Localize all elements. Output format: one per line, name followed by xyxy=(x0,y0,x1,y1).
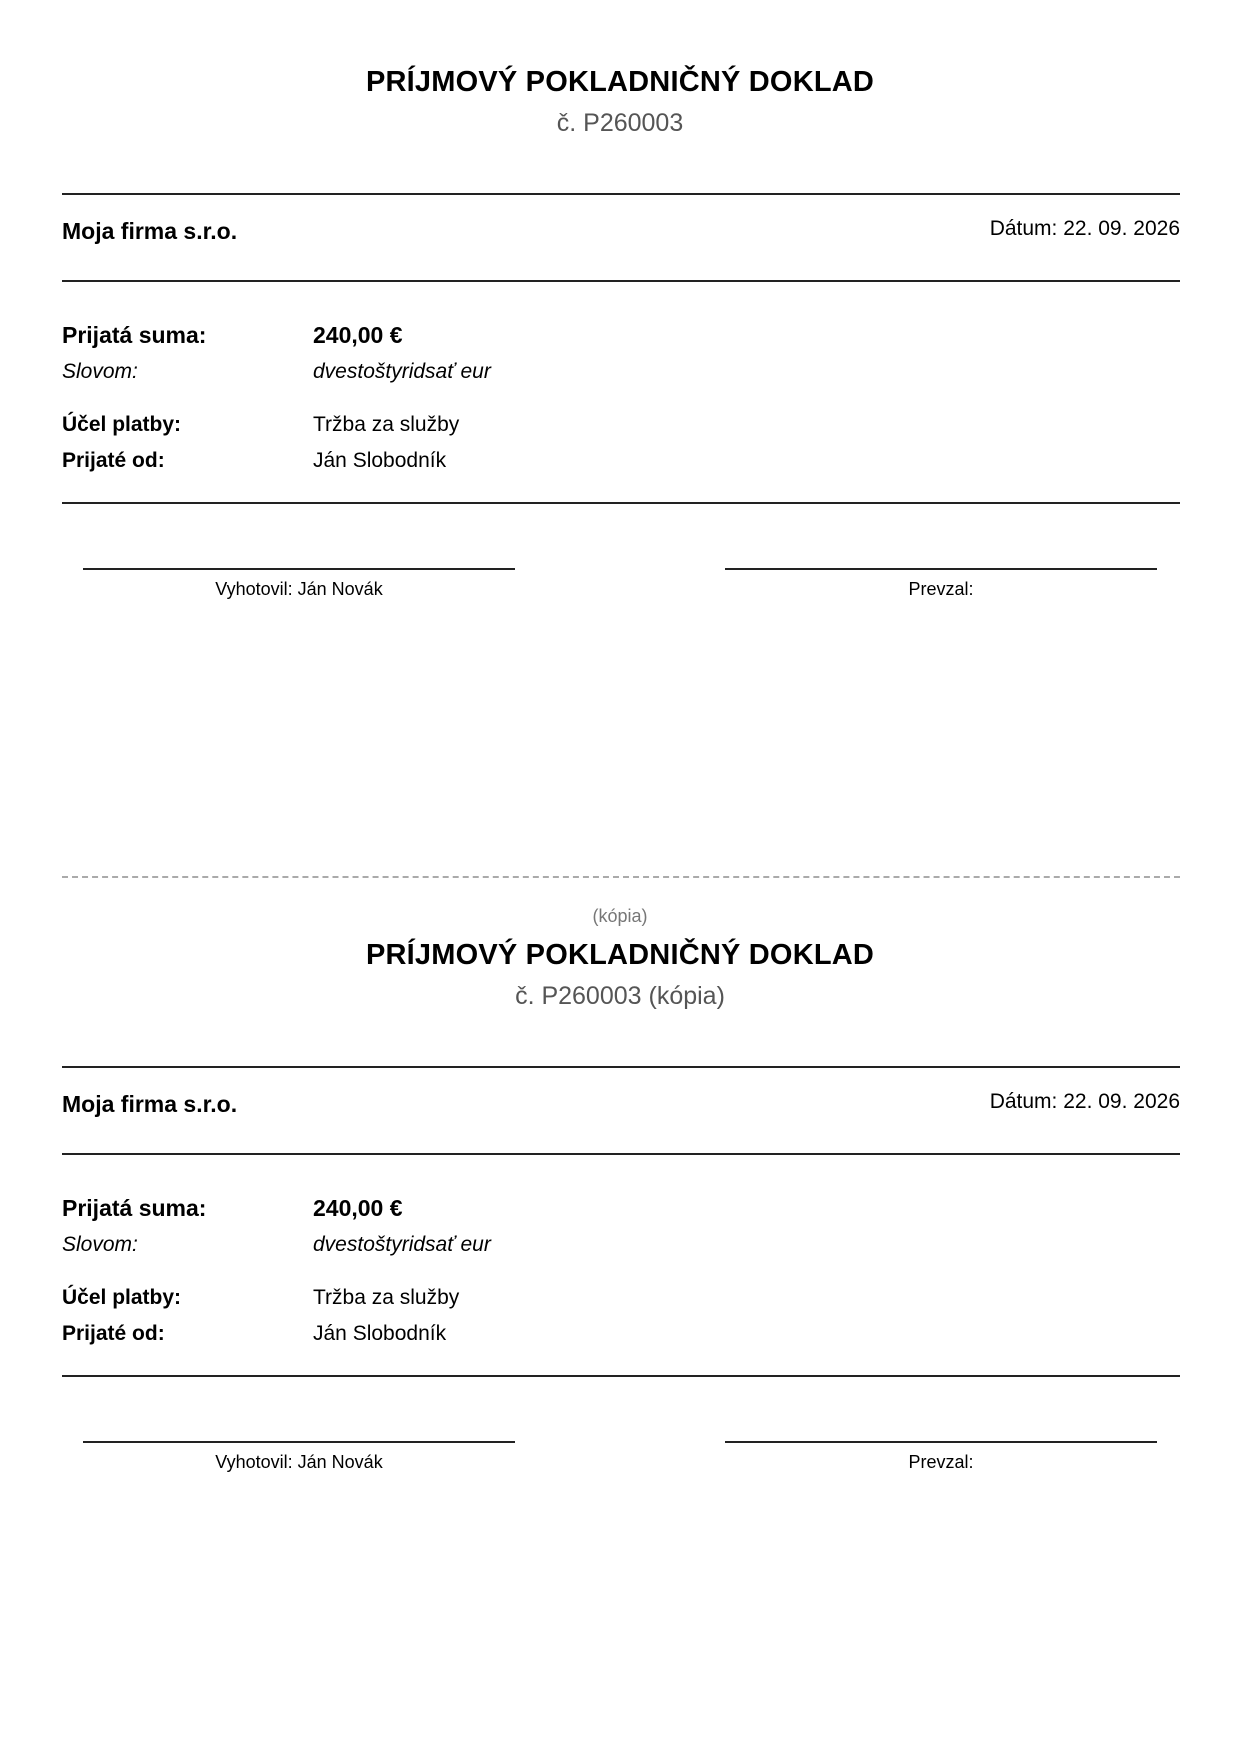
prepared-by-label: Vyhotovil: Ján Novák xyxy=(215,579,383,599)
purpose-value: Tržba za služby xyxy=(313,1286,460,1309)
words-value: dvestoštyridsať eur xyxy=(313,360,491,383)
received-by-signature-line xyxy=(725,568,1157,570)
words-label: Slovom: xyxy=(62,360,138,383)
received-from-label: Prijaté od: xyxy=(62,449,165,472)
purpose-label: Účel platby: xyxy=(62,1286,182,1309)
words-label: Slovom: xyxy=(62,1233,138,1256)
received-from-value: Ján Slobodník xyxy=(313,1322,447,1345)
header-bottom-rule xyxy=(62,280,1180,282)
received-by-signature-line xyxy=(725,1441,1157,1443)
amount-value: 240,00 € xyxy=(313,1195,403,1221)
receipt-number: č. P260003 (kópia) xyxy=(515,982,725,1010)
prepared-by-signature-line xyxy=(83,568,515,570)
receipt-number: č. P260003 xyxy=(556,109,684,137)
received-by-label: Prevzal: xyxy=(908,1452,974,1472)
company-name: Moja firma s.r.o. xyxy=(62,218,238,244)
purpose-value: Tržba za služby xyxy=(313,413,460,436)
copy-label: (kópia) xyxy=(592,906,648,926)
receipt-date: Dátum: 22. 09. 2026 xyxy=(989,1090,1180,1113)
cut-line xyxy=(62,876,1180,878)
receipt-title: PRÍJMOVÝ POKLADNIČNÝ DOKLAD xyxy=(365,939,875,971)
amount-value: 240,00 € xyxy=(313,322,403,348)
receipt-title: PRÍJMOVÝ POKLADNIČNÝ DOKLAD xyxy=(365,66,875,98)
header-top-rule xyxy=(62,193,1180,195)
prepared-by-signature-line xyxy=(83,1441,515,1443)
amount-label: Prijatá suma: xyxy=(62,1195,207,1221)
received-from-label: Prijaté od: xyxy=(62,1322,165,1345)
prepared-by-label: Vyhotovil: Ján Novák xyxy=(215,1452,383,1472)
receipt-date: Dátum: 22. 09. 2026 xyxy=(989,217,1180,240)
company-name: Moja firma s.r.o. xyxy=(62,1091,238,1117)
purpose-label: Účel platby: xyxy=(62,413,182,436)
header-bottom-rule xyxy=(62,1153,1180,1155)
received-from-value: Ján Slobodník xyxy=(313,449,447,472)
body-bottom-rule xyxy=(62,502,1180,504)
header-top-rule xyxy=(62,1066,1180,1068)
amount-label: Prijatá suma: xyxy=(62,322,207,348)
words-value: dvestoštyridsať eur xyxy=(313,1233,491,1256)
body-bottom-rule xyxy=(62,1375,1180,1377)
received-by-label: Prevzal: xyxy=(908,579,974,599)
